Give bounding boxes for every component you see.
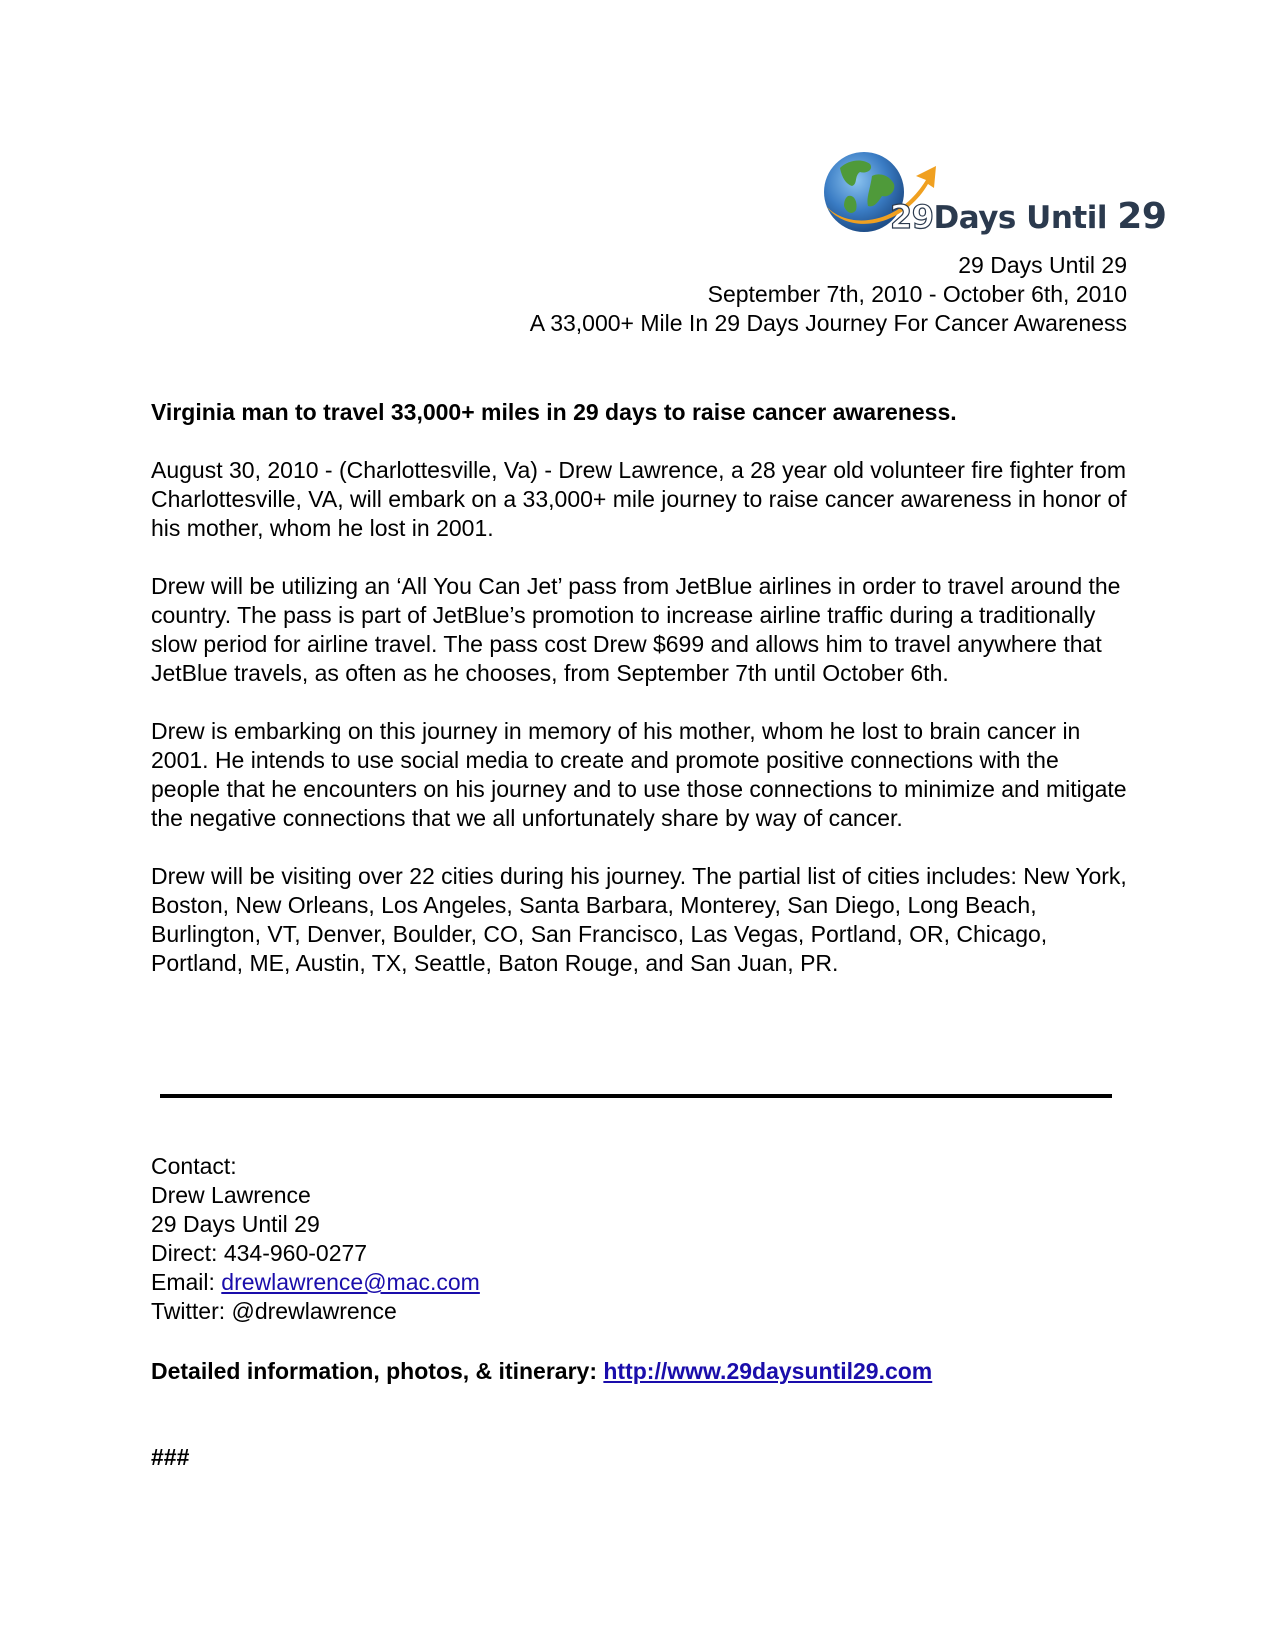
contact-heading: Contact: [151,1153,237,1179]
header-tagline: A 33,000+ Mile In 29 Days Journey For Cancer Awareness [529,310,1127,336]
paragraph-cities: Drew will be visiting over 22 cities during his journey. The partial list of cities includes: New York, Boston, New Orleans, Los Angeles, Santa Barbara, Monterey, San Diego, Long Beach, Burlington, VT, Denver, Boulder, CO, San Francisco, Las Vegas, Portland, OR, Chicago, Portland, ME, Austin, TX, Seattle, Baton Rouge, and San Juan, PR. [151,863,1127,976]
header-title: 29 Days Until 29 [958,252,1127,278]
headline: Virginia man to travel 33,000+ miles in 29 days to raise cancer awareness. [151,399,957,425]
contact-block [151,1152,480,1326]
paragraph-jetblue-pass: Drew will be utilizing an ‘All You Can Jet’ pass from JetBlue airlines in order to travel around the country. The pass is part of JetBlue’s promotion to increase airline traffic during a traditionally slow period for airline travel. The pass cost Drew $699 and allows him to travel anywhere that JetBlue travels, as often as he chooses, from September 7th until October 6th. [151,573,1121,686]
paragraph-intro: August 30, 2010 - (Charlottesville, Va) - Drew Lawrence, a 28 year old volunteer fire fighter from Charlottesville, VA, will embark on a 33,000+ mile journey to raise cancer awareness in honor of his mother, whom he lost in 2001. [151,457,1127,541]
email-label: Email: [151,1269,222,1295]
logo-wordmark [890,196,1166,237]
header-block [530,251,1127,338]
website-link[interactable]: http://www.29daysuntil29.com [603,1358,933,1384]
end-marks: ### [151,1444,190,1470]
logo-text-middle: Days Until [933,200,1118,236]
header-dates: September 7th, 2010 - October 6th, 2010 [707,281,1127,307]
logo-number-suffix: 29 [1117,196,1167,237]
horizontal-divider [160,1094,1112,1098]
logo [818,146,1167,246]
contact-phone: Direct: 434-960-0277 [151,1240,368,1266]
detail-line [151,1357,932,1386]
email-link[interactable]: drewlawrence@mac.com [221,1269,480,1295]
contact-name: Drew Lawrence [151,1182,311,1208]
contact-email-line [151,1268,480,1297]
logo-number: 29 [890,198,934,236]
contact-org: 29 Days Until 29 [151,1211,320,1237]
press-release-body [151,398,1131,1007]
contact-twitter: Twitter: @drewlawrence [151,1298,397,1324]
paragraph-memory: Drew is embarking on this journey in memory of his mother, whom he lost to brain cancer in 2001. He intends to use social media to create and promote positive connections with the people that he encounters on his journey and to use those connections to minimize and mitigate the negative connections that we all unfortunately share by way of cancer. [151,718,1127,831]
detail-label: Detailed information, photos, & itinerary: [151,1358,604,1384]
